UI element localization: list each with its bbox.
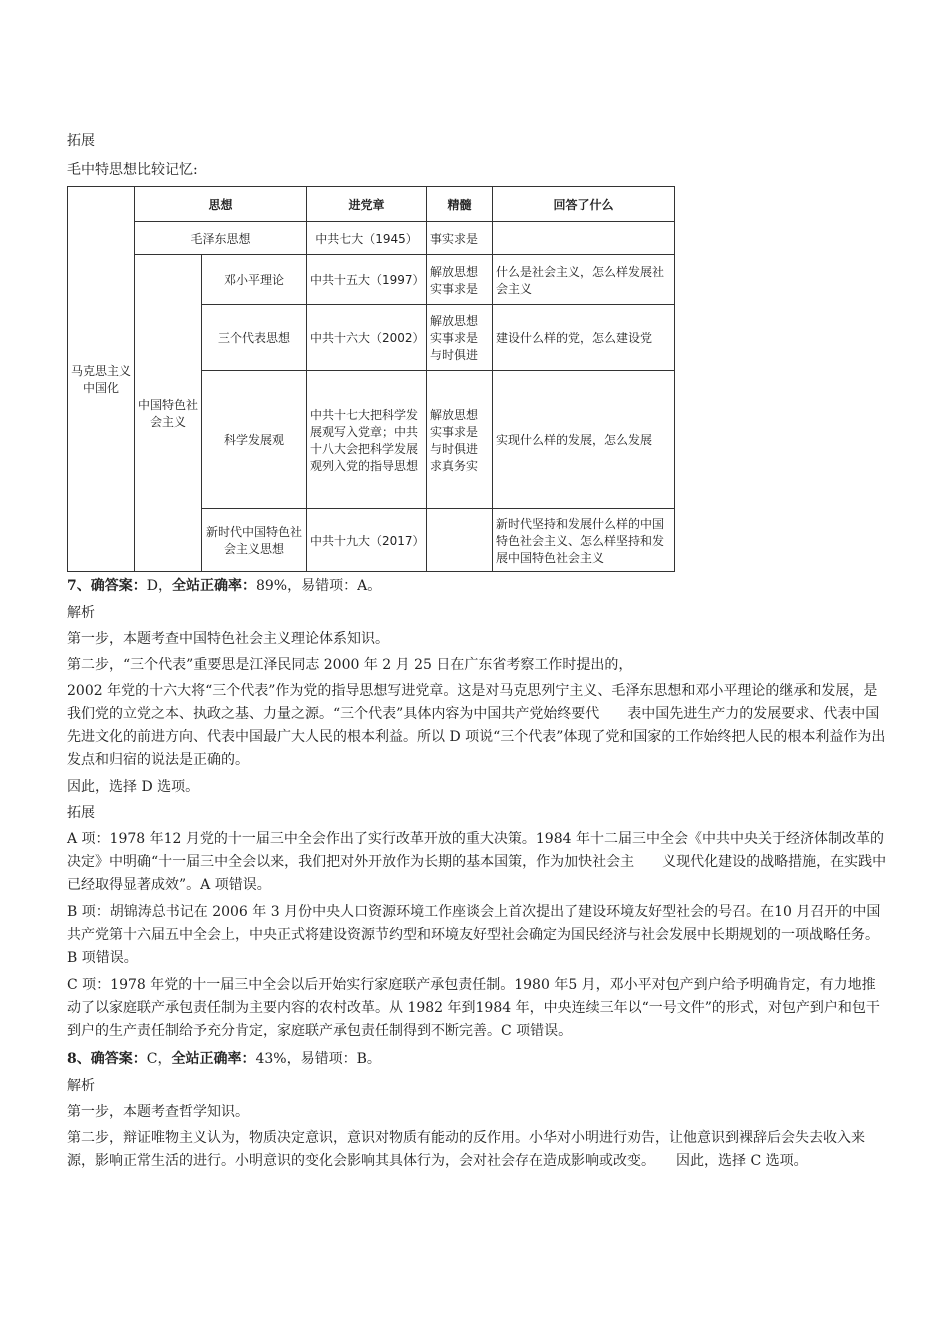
row-party: 中共十九大（2017） xyxy=(307,509,427,572)
q8-answer-line xyxy=(67,1047,887,1071)
table-title: 毛中特思想比较记忆: xyxy=(67,162,198,178)
q7-step2-rest: 2002 年党的十六大将“三个代表”作为党的指导思想写进党章。这是对马克思列宁主义、毛泽东思想和邓小平理论的继承和发展，是我们党的立党之本、执政之基、力量之源。“三个代表”具体内容为中国共产党始终要代 表中国先进生产力的发展要求、代表中国先进文化的前进方向、代表中国最广大人民的根本利益。所以 D 项说“三个代表”体现了党和国家的工作始终把人民的根本利益作为出发点和归宿的说法是正确的。 xyxy=(67,683,886,768)
row-name: 新时代中国特色社会主义思想 xyxy=(202,509,307,572)
root-label: 马克思主义中国化 xyxy=(71,364,132,395)
row-answer: 建设什么样的党，怎么建设党 xyxy=(493,305,675,371)
row-answer: 新时代坚持和发展什么样的中国特色社会主义、怎么样坚持和发展中国特色社会主义 xyxy=(493,509,675,572)
q7-answer-value: D， xyxy=(146,578,172,594)
group-label: 中国特色社会主义 xyxy=(135,255,202,572)
q8-rate-value: 43%，易错项：B。 xyxy=(255,1051,381,1067)
q7-step2-line1: 第二步，“三个代表”重要思是江泽民同志 2000 年 2 月 25 日在广东省考察工作时提出的， xyxy=(67,657,633,673)
comparison-table xyxy=(67,186,675,572)
row-essence: 解放思想实事求是与时俱进 xyxy=(427,305,493,371)
extend-label: 拓展 xyxy=(67,133,95,149)
q8-answer-value: C， xyxy=(146,1051,172,1067)
q7-extend-label: 拓展 xyxy=(67,805,95,821)
document-page xyxy=(67,130,887,1173)
mao-answer xyxy=(493,222,675,255)
header-essence: 精髓 xyxy=(427,187,493,222)
q7-rate-value: 89%，易错项：A。 xyxy=(255,578,382,594)
q7-step1: 第一步，本题考查中国特色社会主义理论体系知识。 xyxy=(67,631,389,647)
q8-rate-prefix: 全站正确率： xyxy=(171,1051,256,1067)
q7-option-c: C 项：1978 年党的十一届三中全会以后开始实行家庭联产承包责任制。1980 年5 月，邓小平对包产到户给予明确肯定，有力地推动了以家庭联产承包责任制为主要内容的农村改革。从 1982 年到1984 年，中央连续三年以“一号文件”的形式，对包产到户和包干到户的生产责任制给予充分肯定，家庭联产承包责任制得到不断完善。C 项错误。 xyxy=(67,977,880,1039)
row-party: 中共十六大（2002） xyxy=(307,305,427,371)
header-party: 进党章 xyxy=(307,187,427,222)
q7-option-a: A 项：1978 年12 月党的十一届三中全会作出了实行改革开放的重大决策。1984 年十二届三中全会《中共中央关于经济体制改革的决定》中明确“十一届三中全会以来，我们把对外开放作为长期的基本国策，作为加快社会主 义现代化建设的战略措施，在实践中已经取得显著成效”。A 项错误。 xyxy=(67,831,887,893)
q8-analysis-label: 解析 xyxy=(67,1078,95,1094)
row-party: 中共十五大（1997） xyxy=(307,255,427,305)
q8-step2: 第二步，辩证唯物主义认为，物质决定意识，意识对物质有能动的反作用。小华对小明进行劝告，让他意识到裸辞后会失去收入来源，影响正常生活的进行。小明意识的变化会影响其具体行为，会对社会存在造成影响或改变。 因此，选择 C 选项。 xyxy=(67,1130,865,1169)
header-thought: 思想 xyxy=(135,187,307,222)
mao-name: 毛泽东思想 xyxy=(135,222,307,255)
row-answer: 实现什么样的发展，怎么发展 xyxy=(493,371,675,509)
q8-answer-prefix: 8、确答案： xyxy=(67,1051,147,1067)
q7-answer-line xyxy=(67,574,887,598)
q7-option-b: B 项：胡锦涛总书记在 2006 年 3 月份中央人口资源环境工作座谈会上首次提出了建设环境友好型社会的号召。在10 月召开的中国共产党第十六届五中全会上，中央正式将建设资源节约型和环境友好型社会确定为国民经济与社会发展中长期规划的一项战略任务。B 项错误。 xyxy=(67,904,881,966)
row-party: 中共十七大把科学发展观写入党章；中共十八大会把科学发展观列入党的指导思想 xyxy=(307,371,427,509)
q7-analysis-label: 解析 xyxy=(67,605,95,621)
mao-essence: 事实求是 xyxy=(427,222,493,255)
q7-conclusion: 因此，选择 D 选项。 xyxy=(67,779,200,795)
row-essence: 解放思想实事求是 xyxy=(427,255,493,305)
mao-party: 中共七大（1945） xyxy=(307,222,427,255)
q7-answer-prefix: 7、确答案： xyxy=(67,578,147,594)
q7-rate-prefix: 全站正确率： xyxy=(171,578,256,594)
row-name: 邓小平理论 xyxy=(202,255,307,305)
row-name: 科学发展观 xyxy=(202,371,307,509)
header-answer: 回答了什么 xyxy=(493,187,675,222)
row-answer: 什么是社会主义，怎么样发展社会主义 xyxy=(493,255,675,305)
q8-step1: 第一步，本题考查哲学知识。 xyxy=(67,1104,249,1120)
row-essence xyxy=(427,509,493,572)
root-label-cell xyxy=(68,187,135,572)
row-name: 三个代表思想 xyxy=(202,305,307,371)
row-essence: 解放思想实事求是与时俱进求真务实 xyxy=(427,371,493,509)
